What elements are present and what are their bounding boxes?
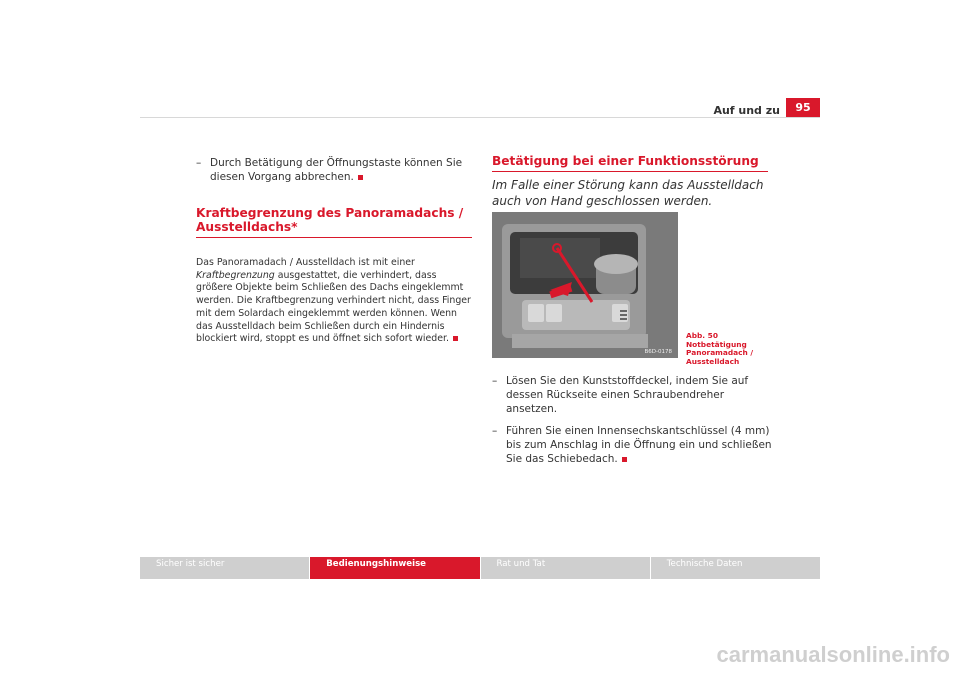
list-dash: –	[492, 425, 498, 437]
figure-caption: Abb. 50 Notbetätigung Panoramadach / Ausstelldach	[686, 331, 754, 366]
roof-console-illustration	[492, 212, 678, 358]
end-mark-icon	[622, 457, 627, 462]
step-text-content: Führen Sie einen Innensechskantschlüssel (4 mm) bis zum Anschlag in die Öffnung ein und schließen Sie das Schiebedach.	[506, 425, 772, 465]
malfunction-intro: Im Falle einer Störung kann das Ausstelldach auch von Hand geschlossen werden.	[492, 178, 764, 208]
end-mark-icon	[358, 175, 363, 180]
list-item-text-content: Durch Betätigung der Öffnungstaste können Sie diesen Vorgang abbrechen.	[210, 157, 463, 183]
header-rule	[140, 117, 820, 118]
end-mark-icon	[453, 336, 458, 341]
footer-nav	[140, 557, 820, 579]
page-number: 95	[786, 98, 820, 118]
figure-code: B6D-0178	[644, 349, 672, 355]
step-text	[506, 424, 776, 466]
force-limit-paragraph	[196, 257, 472, 346]
list-item	[492, 424, 776, 466]
step-text: Lösen Sie den Kunststoffdeckel, indem Sie auf dessen Rückseite einen Schraubendreher ansetzen.	[506, 375, 749, 415]
paragraph-text-end: ausgestattet, die verhindert, dass größere Objekte beim Schließen des Dachs eingeklemmt werden. Die Kraftbegrenzung verhindert nicht, dass Finger mit dem Solardach eingeklemmt werden können. Wenn das Ausstelldach beim Schließen durch ein Hindernis blockiert wird, stoppt es und öffnet sich sofort wieder.	[196, 269, 471, 345]
left-list-item	[196, 156, 472, 184]
list-dash: –	[492, 375, 498, 387]
figure-emergency-operation	[492, 212, 678, 358]
tab-sicher-ist-sicher[interactable]: Sicher ist sicher	[140, 557, 309, 579]
paragraph-emphasis: Kraftbegrenzung	[196, 269, 275, 281]
paragraph-text-start: Das Panoramadach / Ausstelldach ist mit einer	[196, 257, 415, 268]
step-list	[492, 374, 776, 466]
list-item	[492, 374, 776, 416]
tab-technische-daten[interactable]: Technische Daten	[651, 557, 820, 579]
list-dash: –	[196, 157, 202, 169]
section-heading-malfunction: Betätigung bei einer Funktionsstörung	[492, 154, 768, 172]
watermark: carmanualsonline.info	[716, 642, 950, 667]
list-item-text	[210, 156, 472, 184]
tab-bedienungshinweise[interactable]: Bedienungshinweise	[310, 557, 479, 579]
section-heading-force-limit: Kraftbegrenzung des Panoramadachs / Ausstelldachs*	[196, 206, 472, 238]
tab-rat-und-tat[interactable]: Rat und Tat	[481, 557, 650, 579]
chapter-title: Auf und zu	[713, 104, 780, 117]
